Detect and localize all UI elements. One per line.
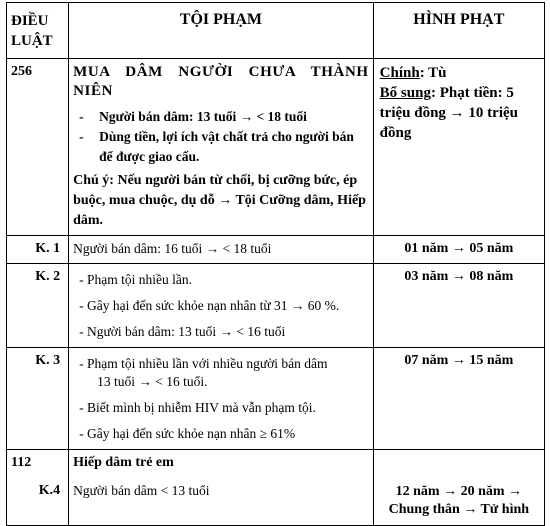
penalty-main (380, 63, 538, 83)
law-header-line2: LUẬT (11, 32, 53, 49)
crime-line: - Người bán dâm: 13 tuổi → < 16 tuổi (79, 324, 286, 339)
clause-number: K. 1 (7, 236, 69, 264)
penalty-range: 07 năm → 15 năm (373, 348, 544, 450)
crime-cell (69, 264, 374, 348)
crime-title: Hiếp dâm trẻ em (73, 455, 174, 470)
penalty-main-value: : Tù (419, 65, 447, 81)
penalty-range-line2: Chung thân → Tử hình (388, 502, 530, 517)
crime-line: - Gây hại đến sức khỏe nạn nhân ≥ 61% (79, 426, 296, 441)
law-table (6, 2, 545, 526)
crime-line: Người bán dâm < 13 tuổi (73, 483, 210, 498)
law-column-header (7, 3, 69, 59)
penalty-range (373, 450, 544, 526)
law-number-main: 112 (11, 455, 32, 470)
crime-line: Người bán dâm: 16 tuổi → < 18 tuổi (73, 241, 272, 256)
crime-line: - Gây hại đến sức khỏe nạn nhân từ 31 → 60 %. (79, 298, 340, 313)
table-row (7, 59, 545, 236)
penalty-main-label: Chính (379, 65, 420, 81)
penalty-range-line1: 12 năm → 20 năm → (395, 484, 523, 499)
penalty-range: 01 năm → 05 năm (373, 236, 544, 264)
table-row (7, 264, 545, 348)
list-item: - Dùng tiền, lợi ích vật chất trả cho người bán để được giao cấu. (79, 127, 369, 167)
clause-number: K. 2 (7, 264, 69, 348)
crime-line: - Phạm tội nhiều lần. (79, 272, 192, 287)
list-item: - Người bán dâm: 13 tuổi → < 18 tuổi (79, 107, 369, 127)
crime-line (73, 355, 369, 391)
law-number: 256 (7, 59, 69, 236)
table-row (7, 450, 545, 526)
law-number (7, 450, 69, 526)
table-row (7, 236, 545, 264)
penalty-extra-value: : Phạt tiền: 5 triệu đồng → 10 triệu đồng (379, 85, 518, 141)
penalty-extra (380, 83, 538, 143)
table-row (7, 348, 545, 450)
crime-column-header: TỘI PHẠM (69, 3, 374, 59)
crime-line-continuation: 13 tuổi → < 16 tuổi. (97, 374, 208, 389)
penalty-range: 03 năm → 08 năm (373, 264, 544, 348)
penalty-cell (373, 59, 544, 236)
crime-bullets (73, 107, 369, 167)
clause-number: K.4 (38, 483, 61, 498)
header-row (7, 3, 545, 59)
crime-title: MUA DÂM NGƯỜI CHƯA THÀNH NIÊN (73, 64, 369, 99)
crime-line-part: - Phạm tội nhiều lần với nhiều người bán dâm (79, 356, 328, 371)
crime-cell (69, 59, 374, 236)
crime-note: Chú ý: Nếu người bán từ chối, bị cưỡng bức, ép buộc, mua chuộc, dụ dỗ → Tội Cưỡng dâm, Hiếp dâm. (73, 173, 366, 228)
crime-cell (69, 236, 374, 264)
law-header-line1: ĐIỀU (11, 12, 49, 29)
crime-cell (69, 348, 374, 450)
crime-line: - Biết mình bị nhiễm HIV mà vẫn phạm tội. (79, 400, 316, 415)
penalty-extra-label: Bổ sung (379, 85, 431, 101)
penalty-column-header: HÌNH PHẠT (373, 3, 544, 59)
crime-cell (69, 450, 374, 526)
clause-number: K. 3 (7, 348, 69, 450)
